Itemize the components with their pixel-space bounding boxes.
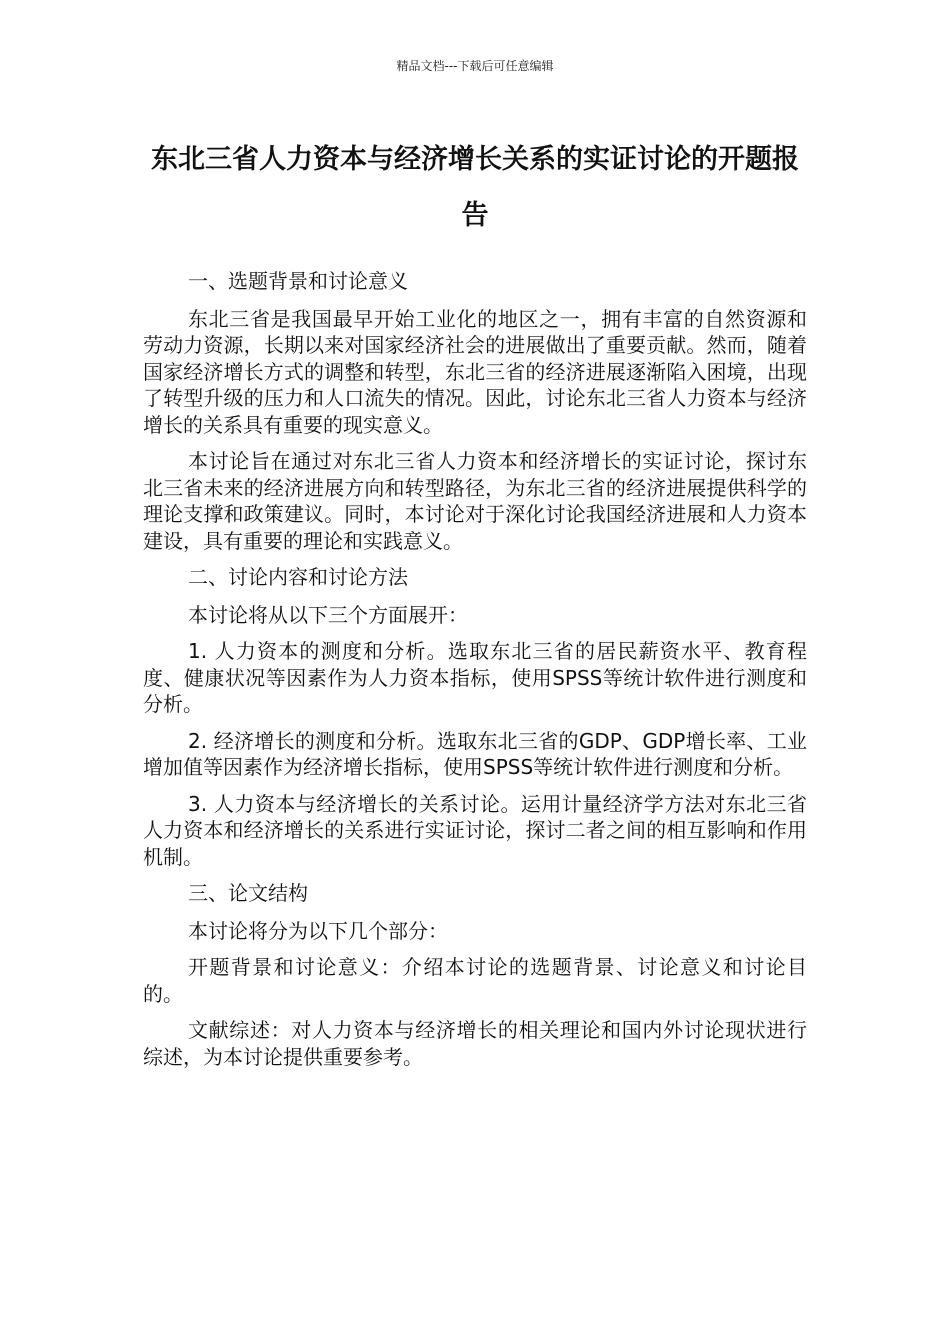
paragraph-structure-background: 开题背景和讨论意义：介绍本讨论的选题背景、讨论意义和讨论目的。 [143, 955, 807, 1006]
list-item-economic-growth: 2. 经济增长的测度和分析。选取东北三省的GDP、GDP增长率、工业增加值等因素作为经济增长指标，使用SPSS等统计软件进行测度和分析。 [143, 728, 807, 779]
section-heading-background: 一、选题背景和讨论意义 [188, 269, 408, 293]
paragraph-background: 东北三省是我国最早开始工业化的地区之一，拥有丰富的自然资源和劳动力资源，长期以来对国家经济社会的进展做出了重要贡献。然而，随着国家经济增长方式的调整和转型，东北三省的经济进展逐渐陷入困境，出现了转型升级的压力和人口流失的情况。因此，讨论东北三省人力资本与经济增长的关系具有重要的现实意义。 [143, 306, 807, 437]
paragraph-methods-intro: 本讨论将从以下三个方面展开： [188, 602, 468, 627]
paragraph-structure-literature: 文献综述：对人力资本与经济增长的相关理论和国内外讨论现状进行综述，为本讨论提供重要参考。 [143, 1018, 807, 1069]
document-body [143, 268, 807, 1080]
list-item-relationship: 3. 人力资本与经济增长的关系讨论。运用计量经济学方法对东北三省人力资本和经济增长的关系进行实证讨论，探讨二者之间的相互影响和作用机制。 [143, 791, 807, 869]
section-heading-structure: 三、论文结构 [188, 881, 308, 905]
section-heading-methods: 二、讨论内容和讨论方法 [188, 565, 408, 589]
paragraph-structure-intro: 本讨论将分为以下几个部分： [188, 918, 448, 943]
list-item-human-capital: 1. 人力资本的测度和分析。选取东北三省的居民薪资水平、教育程度、健康状况等因素作为人力资本指标，使用SPSS等统计软件进行测度和分析。 [143, 639, 807, 716]
paragraph-purpose: 本讨论旨在通过对东北三省人力资本和经济增长的实证讨论，探讨东北三省未来的经济进展方向和转型路径，为东北三省的经济进展提供科学的理论支撑和政策建议。同时，本讨论对于深化讨论我国经济进展和人力资本建设，具有重要的理论和实践意义。 [143, 449, 807, 553]
header-note: 精品文档---下载后可任意编辑 [396, 59, 554, 73]
document-title: 东北三省人力资本与经济增长关系的实证讨论的开题报告 [151, 144, 799, 231]
